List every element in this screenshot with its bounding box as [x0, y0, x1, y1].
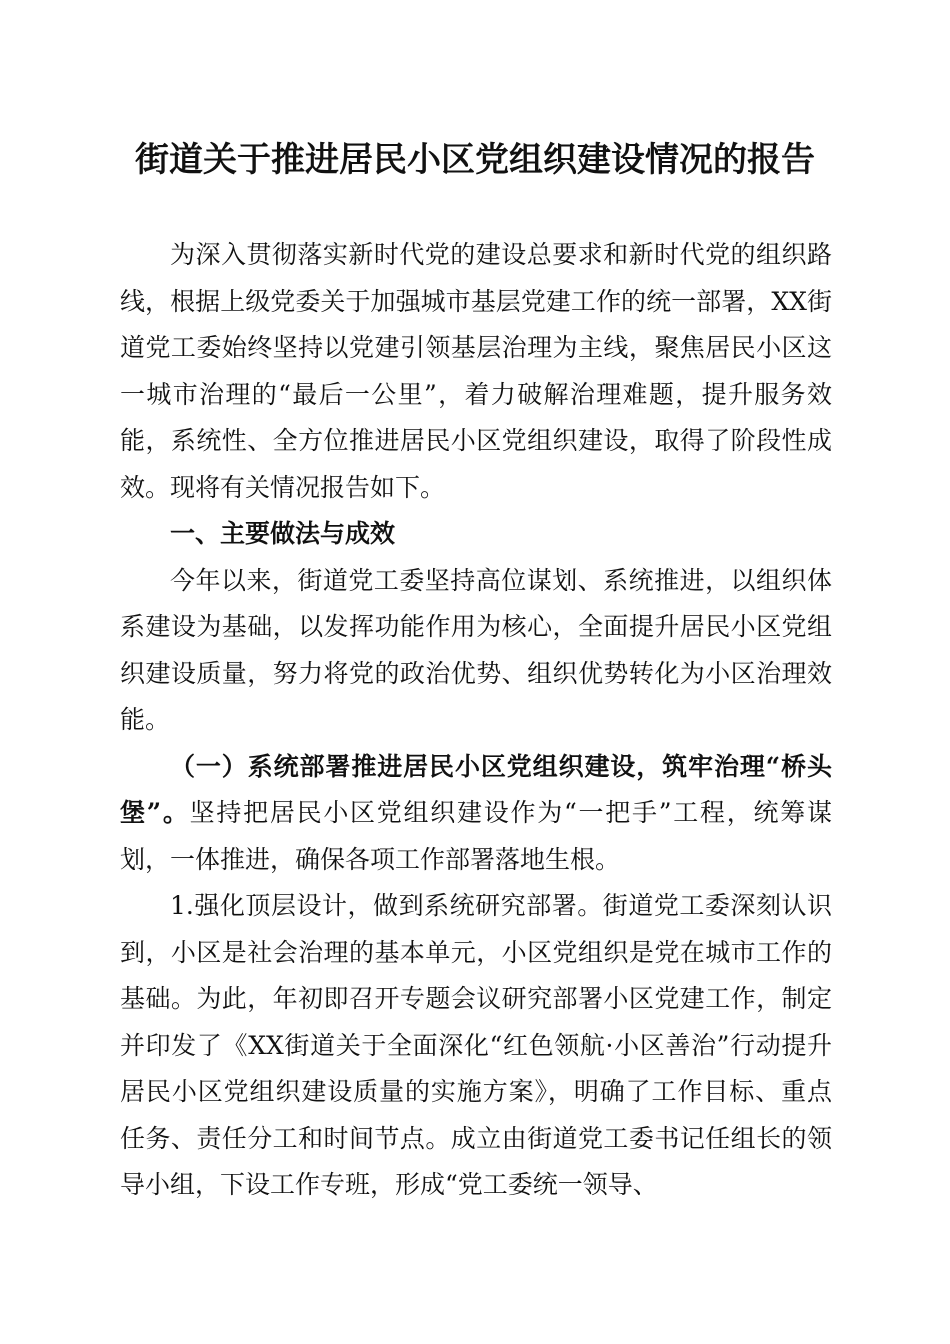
section-heading-1: 一、主要做法与成效: [170, 519, 396, 548]
section-paragraph-1: 今年以来，街道党工委坚持高位谋划、系统推进，以组织体系建设为基础，以发挥功能作用为核心，全面提升居民小区党组织建设质量，努力将党的政治优势、组织优势转化为小区治理效能。: [120, 565, 832, 734]
subsection-text-1: 坚持把居民小区党组织建设作为“一把手”工程，统筹谋划，一体推进，确保各项工作部署落地生根。: [120, 798, 832, 874]
subsection-heading-1: （一）系统部署推进居民小区党组织建设，筑牢治理“桥头堡”。: [120, 751, 832, 827]
document-body: [120, 232, 832, 1209]
item-paragraph-1: 1.强化顶层设计，做到系统研究部署。街道党工委深刻认识到，小区是社会治理的基本单元，小区党组织是党在城市工作的基础。为此，年初即召开专题会议研究部署小区党建工作，制定并印发了《XX街道关于全面深化“红色领航·小区善治”行动提升居民小区党组织建设质量的实施方案》，明确了工作目标、重点任务、责任分工和时间节点。成立由街道党工委书记任组长的领导小组，下设工作专班，形成“党工委统一领导、: [120, 891, 832, 1199]
intro-paragraph: 为深入贯彻落实新时代党的建设总要求和新时代党的组织路线，根据上级党委关于加强城市基层党建工作的统一部署，XX街道党工委始终坚持以党建引领基层治理为主线，聚焦居民小区这一城市治理的“最后一公里”，着力破解治理难题，提升服务效能，系统性、全方位推进居民小区党组织建设，取得了阶段性成效。现将有关情况报告如下。: [120, 240, 832, 502]
subsection-paragraph-1: [120, 744, 832, 884]
document-title: 街道关于推进居民小区党组织建设情况的报告: [135, 140, 815, 180]
